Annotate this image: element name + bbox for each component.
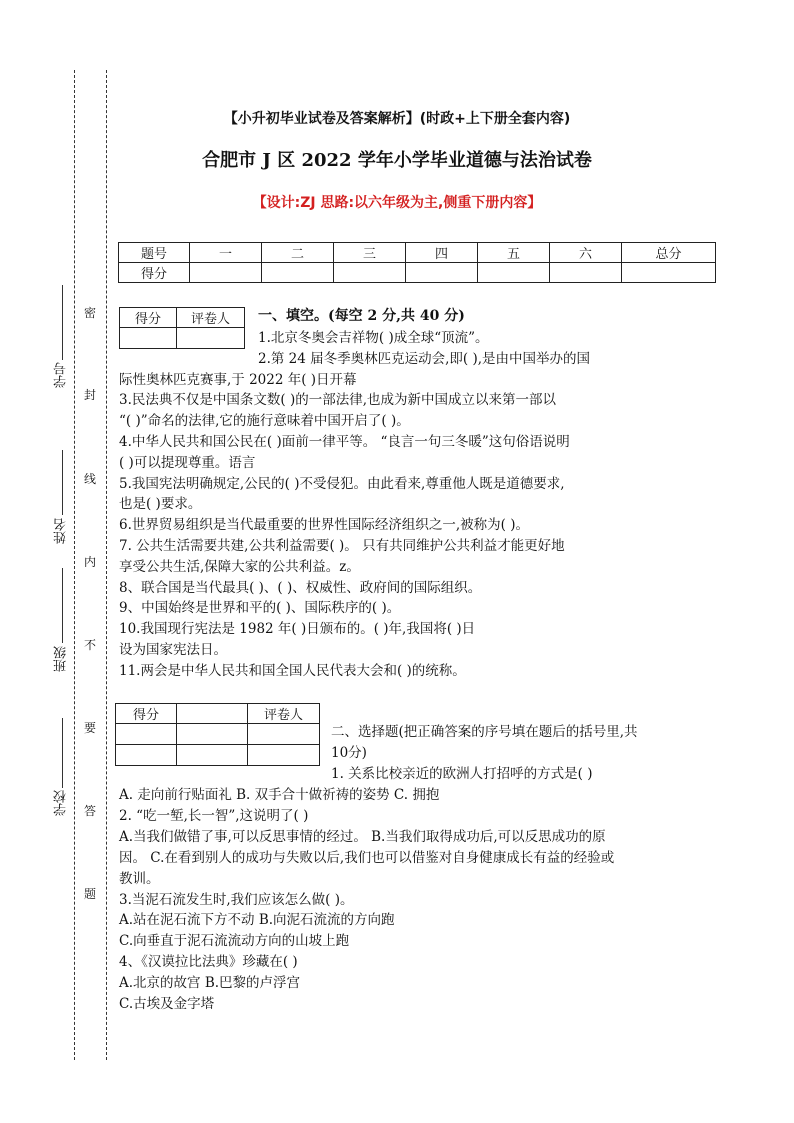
field-underline-class [62, 568, 63, 643]
section2-title-cont: 10分) [331, 745, 367, 761]
section1-line: 2.第 24 届冬季奥林匹克运动会,即( ),是由中国举办的国 [258, 351, 591, 367]
section1-line: 也是( )要求。 [119, 496, 202, 512]
exam-title: 合肥市 J 区 2022 学年小学毕业道德与法治试卷 [202, 150, 592, 171]
section2-line: 1. 关系比校亲近的欧洲人打招呼的方式是( ) [331, 766, 593, 782]
field-underline-school [62, 718, 63, 788]
section1-line: 1.北京冬奥会吉祥物( )成全球“顶流”。 [258, 330, 489, 346]
section1-line: 11.两会是中华人民共和国全国人民代表大会和( )的统称。 [119, 663, 466, 679]
section2-line: 教训。 [119, 871, 160, 887]
grader-empty-cell [177, 704, 248, 724]
section1-line: “( )”命名的法律,它的施行意味着中国开启了( )。 [119, 413, 410, 429]
section2-line: A. 走向前行贴面礼 B. 双手合十做祈祷的姿势 C. 拥抱 [119, 787, 440, 803]
section1-line: 10.我国现行宪法是 1982 年( )日颁布的。( )年,我国将( )日 [119, 621, 476, 637]
score-cell[interactable] [478, 263, 550, 283]
binding-dashed-line-inner [106, 70, 107, 1060]
section1-line: 享受公共生活,保障大家的公共利益。z。 [119, 559, 360, 575]
score-cell[interactable] [262, 263, 334, 283]
section1-title: 一、填空。(每空 2 分,共 40 分) [258, 308, 465, 324]
score-label: 得分 [119, 263, 190, 283]
section1-line: 3.民法典不仅是中国条文数( )的一部法律,也成为新中国成立以来第一部以 [119, 392, 556, 408]
section1-line: 5.我国宪法明确规定,公民的( )不受侵犯。由此看来,尊重他人既是道德要求, [119, 476, 565, 492]
score-table [118, 242, 716, 283]
seal-char: 题 [83, 887, 96, 901]
field-underline-name [62, 450, 63, 515]
section2-line: 4、《汉谟拉比法典》珍藏在( ) [119, 954, 298, 970]
section1-line: 4.中华人民共和国公民在( )面前一律平等。 “良言一句三冬暖”这句俗语说明 [119, 434, 570, 450]
score-table-cell: 四 [406, 243, 478, 263]
section2-line: 3.当泥石流发生时,我们应该怎么做( )。 [119, 892, 354, 908]
grader-cell[interactable] [177, 724, 248, 745]
score-table-score-row [119, 263, 716, 283]
grader-score-cell[interactable] [116, 724, 177, 745]
seal-char: 内 [83, 555, 96, 569]
seal-char: 不 [83, 638, 96, 652]
grader-box-2 [115, 703, 320, 766]
score-cell[interactable] [190, 263, 262, 283]
field-label-class: 班级 [54, 646, 69, 672]
score-table-cell: 五 [478, 243, 550, 263]
grader-name-cell[interactable] [248, 724, 320, 745]
seal-char: 答 [83, 804, 96, 818]
grader-score-label: 得分 [116, 704, 177, 724]
field-label-name: 姓名 [54, 518, 69, 544]
score-table-cell: 三 [334, 243, 406, 263]
score-table-cell: 题号 [119, 243, 190, 263]
seal-char: 封 [83, 388, 96, 402]
grader-name-cell[interactable] [248, 745, 320, 766]
score-table-cell: 二 [262, 243, 334, 263]
section2-title: 二、选择题(把正确答案的序号填在题后的括号里,共 [331, 724, 638, 740]
section2-line: C.向垂直于泥石流流动方向的山坡上跑 [119, 933, 350, 949]
score-table-cell: 总分 [622, 243, 716, 263]
exam-subtitle: 【设计:ZJ 思路:以六年级为主,侧重下册内容】 [252, 195, 542, 211]
score-table-cell: 一 [190, 243, 262, 263]
seal-char: 要 [83, 721, 96, 735]
grader-box-1 [119, 307, 245, 349]
section2-line: 2. “吃一堑,长一智”,这说明了( ) [119, 808, 309, 824]
field-label-school: 学校 [54, 790, 69, 816]
section1-line: 8、联合国是当代最具( )、( )、权威性、政府间的国际组织。 [119, 580, 482, 596]
section1-line: 际性奥林匹克赛事,于 2022 年( )日开幕 [119, 372, 357, 388]
score-table-cell: 六 [550, 243, 622, 263]
grader-cell[interactable] [177, 745, 248, 766]
section2-line: A.北京的故宫 B.巴黎的卢浮宫 [119, 975, 301, 991]
seal-char: 密 [83, 306, 96, 320]
grader-score-cell[interactable] [120, 328, 177, 349]
score-cell[interactable] [550, 263, 622, 283]
section2-line: A.当我们做错了事,可以反思事情的经过。 B.当我们取得成功后,可以反思成功的原 [119, 829, 606, 845]
section1-line: ( )可以提现尊重。语言 [119, 455, 256, 471]
grader-label: 评卷人 [248, 704, 320, 724]
score-cell[interactable] [334, 263, 406, 283]
grader-name-cell[interactable] [177, 328, 245, 349]
top-banner: 【小升初毕业试卷及答案解析】(时政+上下册全套内容) [223, 111, 571, 127]
section2-line: A.站在泥石流下方不动 B.向泥石流流的方向跑 [119, 912, 395, 928]
field-label-student-id: 学号 [54, 362, 69, 388]
score-cell[interactable] [406, 263, 478, 283]
section1-line: 6.世界贸易组织是当代最重要的世界性国际经济组织之一,被称为( )。 [119, 517, 529, 533]
section1-line: 设为国家宪法日。 [119, 642, 227, 658]
section2-line: 因。 C.在看到别人的成功与失败以后,我们也可以借鉴对自身健康成长有益的经验或 [119, 850, 615, 866]
score-table-header-row [119, 243, 716, 263]
grader-score-label: 得分 [120, 308, 177, 328]
section1-line: 7. 公共生活需要共建,公共利益需要( )。 只有共同维护公共利益才能更好地 [119, 538, 565, 554]
seal-char: 线 [83, 472, 96, 486]
section2-line: C.古埃及金字塔 [119, 996, 215, 1012]
grader-score-cell[interactable] [116, 745, 177, 766]
binding-dashed-line-outer [74, 70, 75, 1060]
field-underline-student-id [62, 285, 63, 360]
grader-label: 评卷人 [177, 308, 245, 328]
score-cell[interactable] [622, 263, 716, 283]
section1-line: 9、中国始终是世界和平的( )、国际秩序的( )。 [119, 600, 401, 616]
